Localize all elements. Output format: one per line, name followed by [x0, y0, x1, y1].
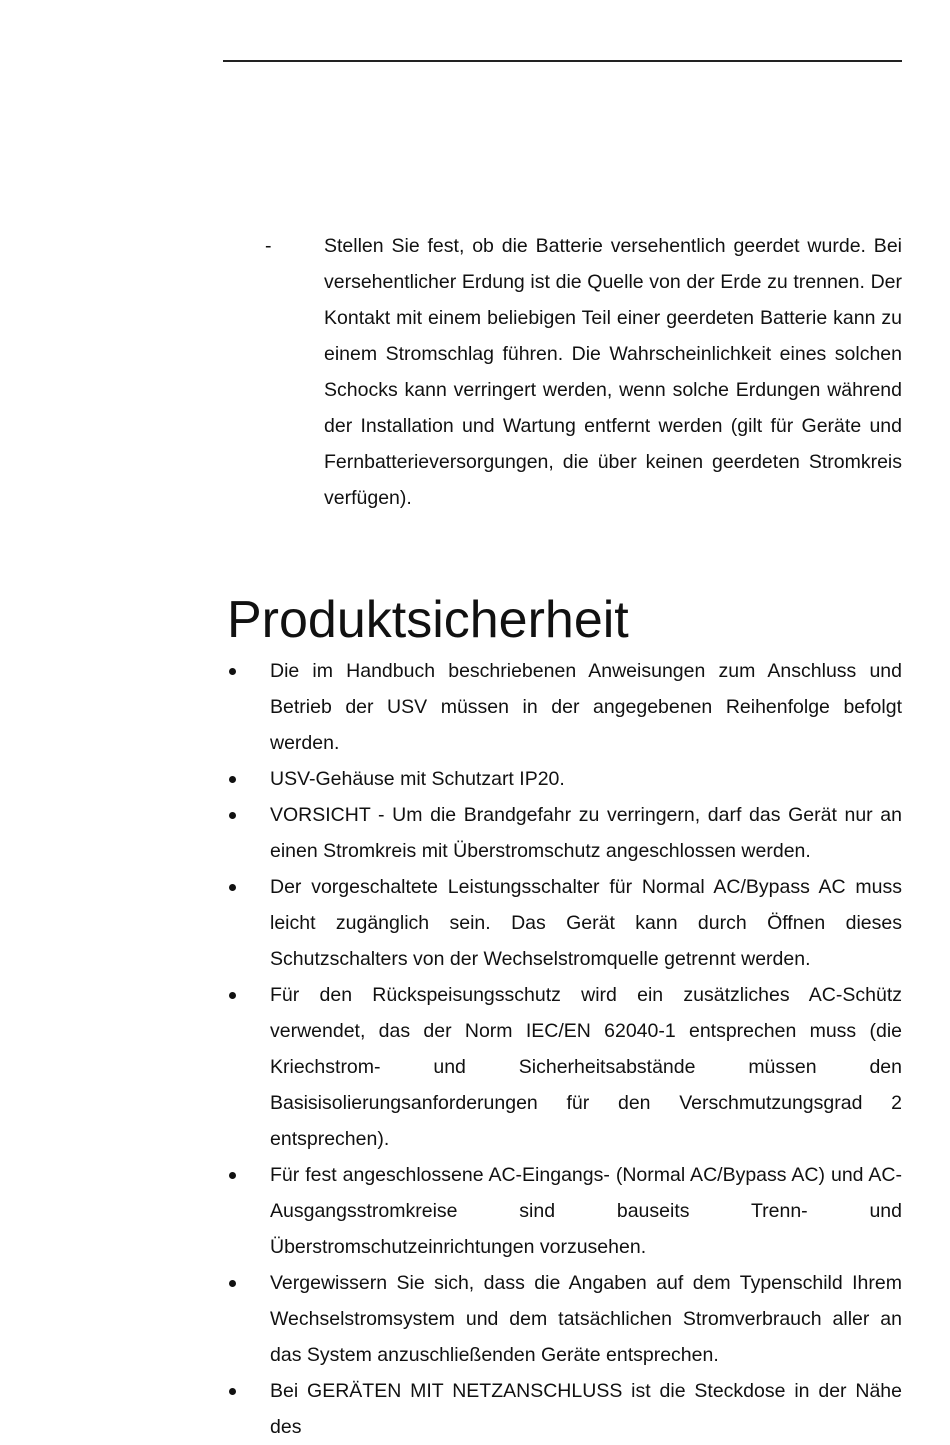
- list-item: [223, 977, 902, 1157]
- bullet-icon: [229, 776, 236, 783]
- list-item-text: Für fest angeschlossene AC-Eingangs- (Normal AC/Bypass AC) und AC-Ausgangsstromkreise sind bauseits Trenn- und Überstromschutzeinrichtungen vorzusehen.: [270, 1164, 902, 1258]
- dash-item-text: Stellen Sie fest, ob die Batterie versehentlich geerdet wurde. Bei versehentlicher Erdung ist die Quelle von der Erde zu trennen. Der Kontakt mit einem beliebigen Teil einer geerdeten Batterie kann zu einem Stromschlag führen. Die Wahrscheinlichkeit eines solchen Schocks kann verringert werden, wenn solche Erdungen während der Installation und Wartung entfernt werden (gilt für Geräte und Fernbatterieversorgungen, die über keinen geerdeten Stromkreis verfügen).: [324, 235, 902, 509]
- header-rule: [223, 60, 902, 62]
- list-item-text: Vergewissern Sie sich, dass die Angaben auf dem Typenschild Ihrem Wechselstromsystem und dem tatsächlichen Stromverbrauch aller an das System anzuschließenden Geräte entsprechen.: [270, 1272, 902, 1366]
- list-item: [223, 1157, 902, 1265]
- dash-marker: -: [265, 235, 272, 257]
- bullet-list: [223, 653, 902, 1445]
- list-item: [223, 797, 902, 869]
- list-item-text: Bei GERÄTEN MIT NETZANSCHLUSS ist die Steckdose in der Nähe des: [270, 1380, 902, 1438]
- list-item: [223, 1265, 902, 1373]
- list-item-text: VORSICHT - Um die Brandgefahr zu verringern, darf das Gerät nur an einen Stromkreis mit Überstromschutz angeschlossen werden.: [270, 804, 902, 862]
- bullet-icon: [229, 884, 236, 891]
- list-item: [223, 761, 902, 797]
- list-item-text: Der vorgeschaltete Leistungsschalter für Normal AC/Bypass AC muss leicht zugänglich sein. Das Gerät kann durch Öffnen dieses Schutzschalters von der Wechselstromquelle getrennt werden.: [270, 876, 902, 970]
- bullet-icon: [229, 1172, 236, 1179]
- dash-list-item: [265, 228, 902, 516]
- list-item: [223, 1373, 902, 1445]
- list-item-text: Für den Rückspeisungsschutz wird ein zusätzliches AC-Schütz verwendet, das der Norm IEC/EN 62040-1 entsprechen muss (die Kriechstrom- und Sicherheitsabstände müssen den Basisisolierungsanforderungen für den Verschmutzungsgrad 2 entsprechen).: [270, 984, 902, 1150]
- bullet-icon: [229, 668, 236, 675]
- bullet-icon: [229, 1280, 236, 1287]
- list-item: [223, 653, 902, 761]
- bullet-icon: [229, 992, 236, 999]
- list-item: [223, 869, 902, 977]
- bullet-icon: [229, 812, 236, 819]
- bullet-icon: [229, 1388, 236, 1395]
- section-heading: Produktsicherheit: [227, 591, 629, 649]
- list-item-text: Die im Handbuch beschriebenen Anweisungen zum Anschluss und Betrieb der USV müssen in der angegebenen Reihenfolge befolgt werden.: [270, 660, 902, 754]
- list-item-text: USV-Gehäuse mit Schutzart IP20.: [270, 768, 565, 790]
